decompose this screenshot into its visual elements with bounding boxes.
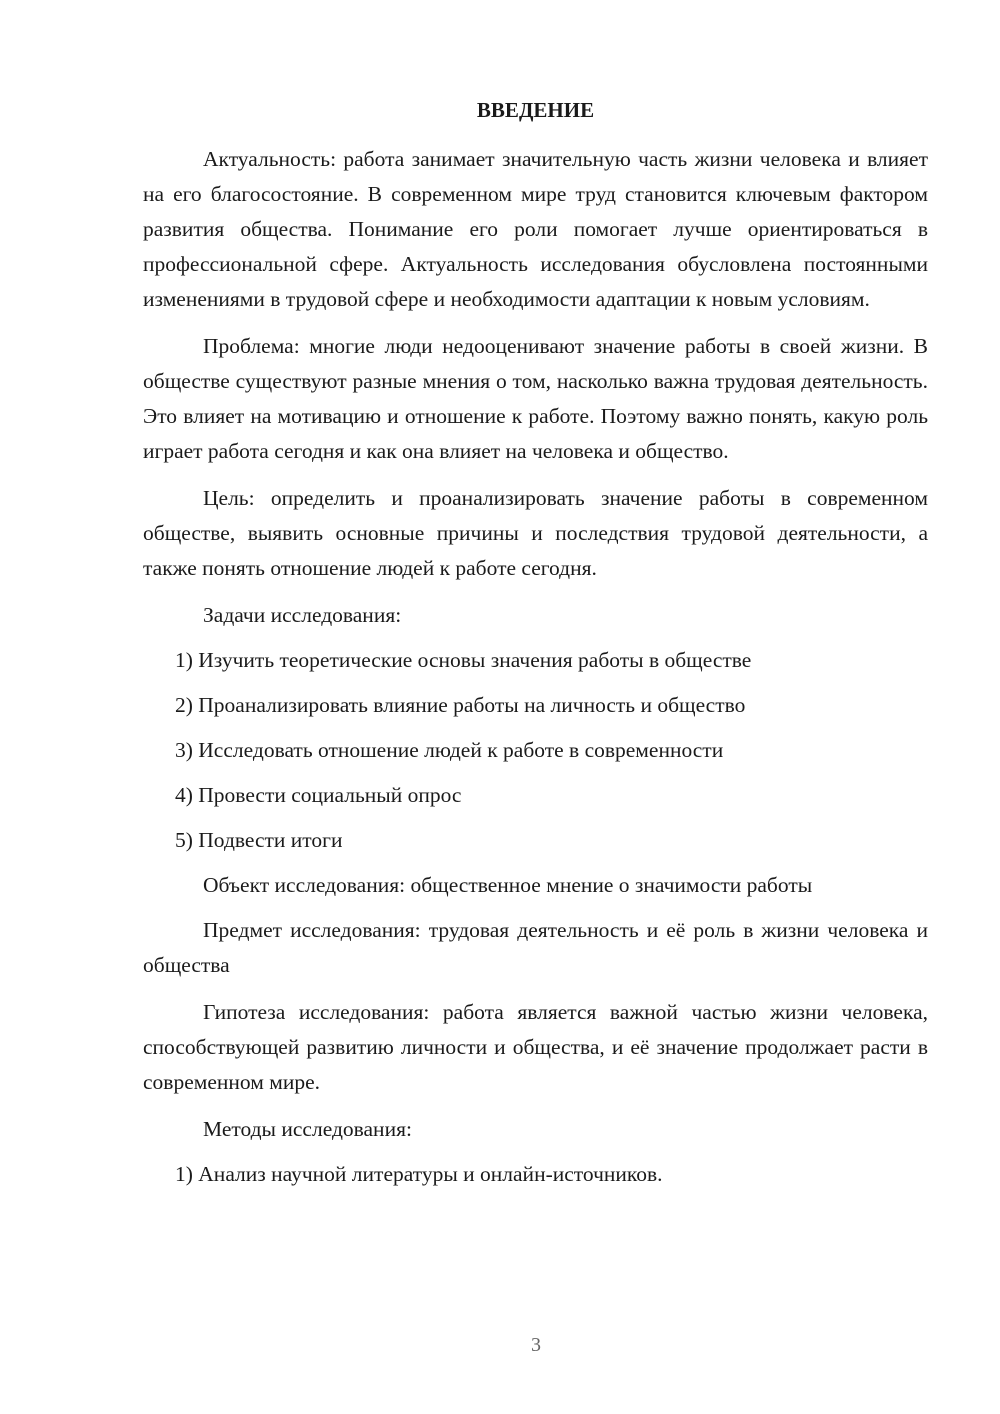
subject-paragraph: Предмет исследования: трудовая деятельность и её роль в жизни человека и общества (143, 918, 928, 977)
task-item-1: 1) Изучить теоретические основы значения работы в обществе (175, 648, 752, 672)
page-title: ВВЕДЕНИЕ (476, 98, 595, 122)
task-item-3: 3) Исследовать отношение людей к работе в современности (175, 738, 724, 762)
methods-heading: Методы исследования: (203, 1117, 412, 1141)
tasks-heading: Задачи исследования: (203, 603, 402, 627)
hypothesis-paragraph: Гипотеза исследования: работа является важной частью жизни человека, способствующей развитию личности и общества, и её значение продолжает расти в современном мире. (143, 1000, 928, 1094)
goal-paragraph: Цель: определить и проанализировать значение работы в современном обществе, выявить основные причины и последствия трудовой деятельности, а также понять отношение людей к работе сегодня. (143, 486, 928, 580)
page-number: 3 (531, 1334, 541, 1356)
problem-paragraph: Проблема: многие люди недооценивают значение работы в своей жизни. В обществе существуют разные мнения о том, насколько важна трудовая деятельность. Это влияет на мотивацию и отношение к работе. Поэтому важно понять, какую роль играет работа сегодня и как она влияет на человека и общество. (143, 334, 928, 463)
document-page (143, 94, 928, 1202)
method-item-1: 1) Анализ научной литературы и онлайн-источников. (175, 1162, 663, 1186)
task-item-5: 5) Подвести итоги (175, 828, 343, 852)
task-item-2: 2) Проанализировать влияние работы на личность и общество (175, 693, 746, 717)
task-item-4: 4) Провести социальный опрос (175, 783, 462, 807)
relevance-paragraph: Актуальность: работа занимает значительную часть жизни человека и влияет на его благосостояние. В современном мире труд становится ключевым фактором развития общества. Понимание его роли помогает лучше ориентироваться в профессиональной сфере. Актуальность исследования обусловлена постоянными изменениями в трудовой сфере и необходимости адаптации к новым условиям. (143, 147, 928, 311)
object-line: Объект исследования: общественное мнение о значимости работы (203, 873, 813, 897)
